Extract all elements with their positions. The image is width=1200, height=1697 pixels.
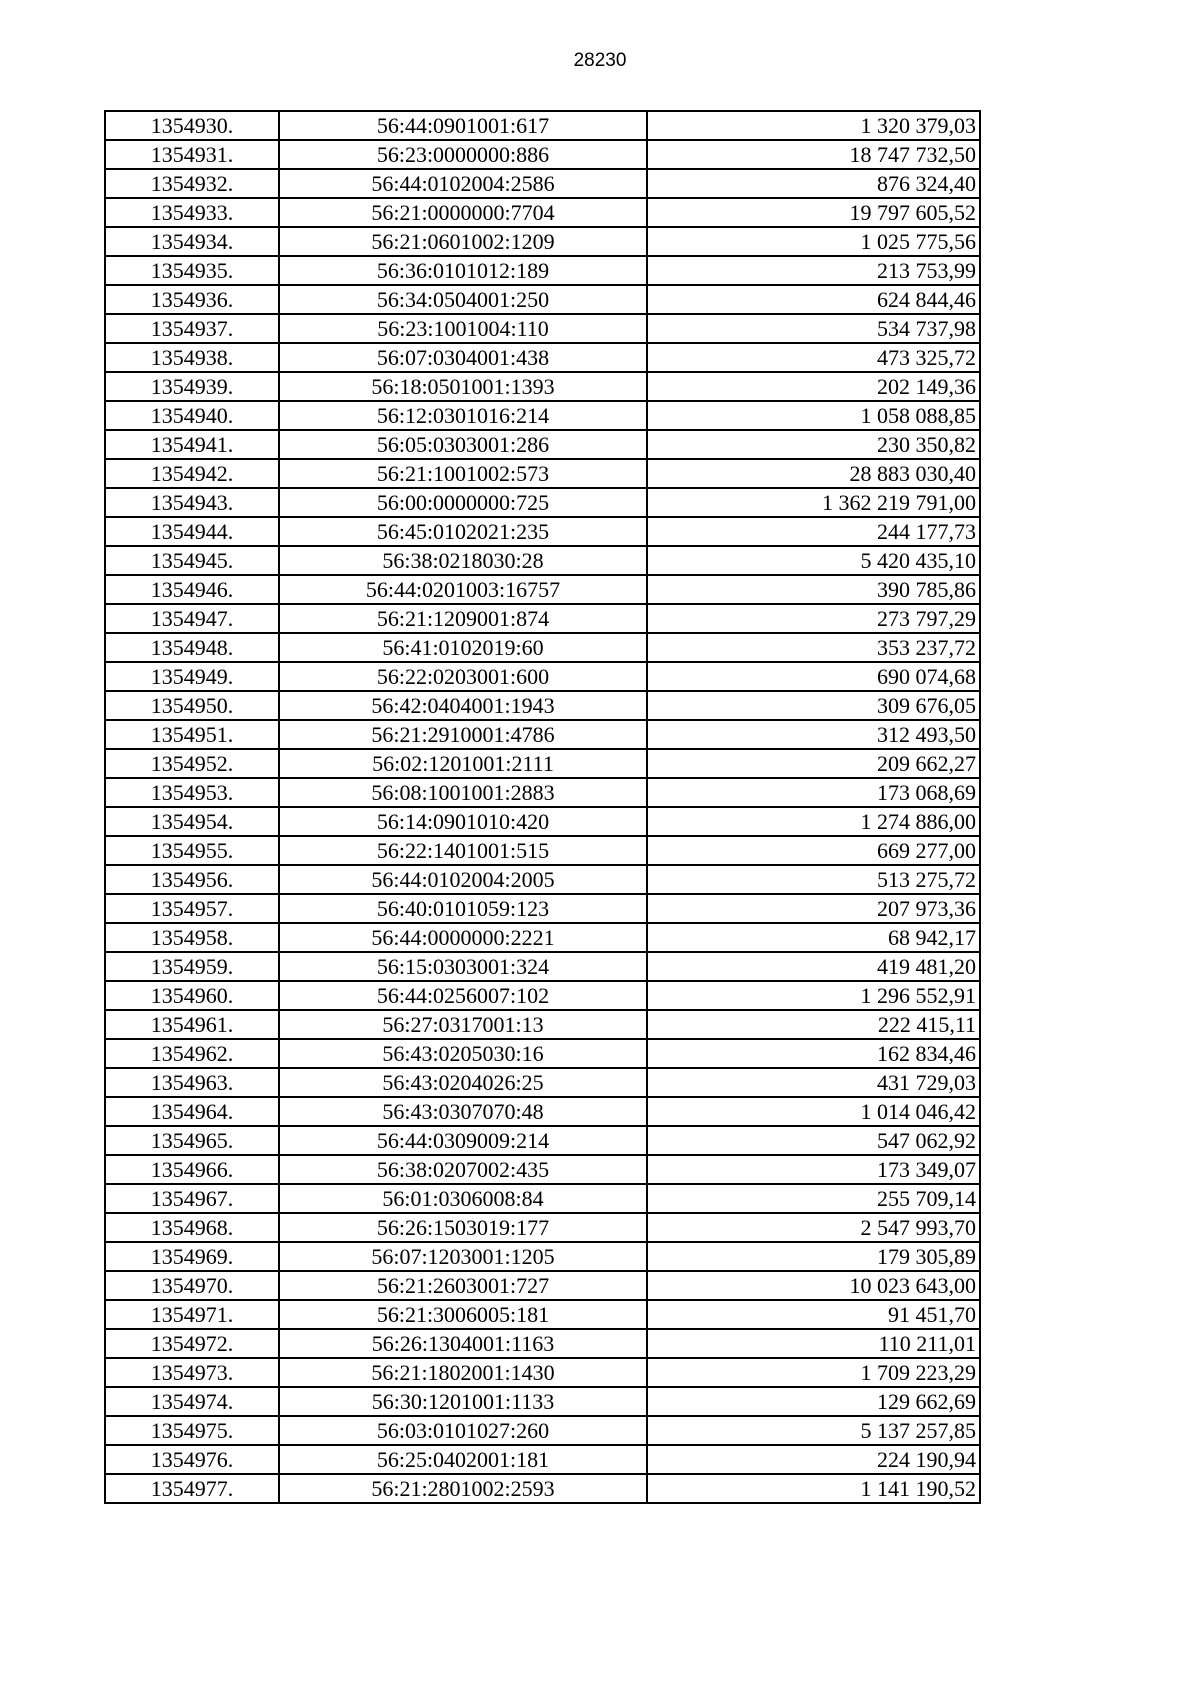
cadastral-number-cell: 56:21:2801002:2593 xyxy=(279,1474,647,1503)
row-number-cell: 1354952. xyxy=(105,749,279,778)
table-row xyxy=(105,488,980,517)
cadastral-value-table xyxy=(104,110,981,1504)
table-row xyxy=(105,169,980,198)
table-row xyxy=(105,952,980,981)
cadastral-value-cell: 10 023 643,00 xyxy=(647,1271,980,1300)
cadastral-number-cell: 56:44:0256007:102 xyxy=(279,981,647,1010)
row-number-cell: 1354965. xyxy=(105,1126,279,1155)
cadastral-number-cell: 56:27:0317001:13 xyxy=(279,1010,647,1039)
row-number-cell: 1354938. xyxy=(105,343,279,372)
cadastral-number-cell: 56:44:0102004:2586 xyxy=(279,169,647,198)
cadastral-number-cell: 56:44:0102004:2005 xyxy=(279,865,647,894)
row-number-cell: 1354975. xyxy=(105,1416,279,1445)
row-number-cell: 1354948. xyxy=(105,633,279,662)
table-row xyxy=(105,1010,980,1039)
table-row xyxy=(105,836,980,865)
table-row xyxy=(105,1474,980,1503)
table-row xyxy=(105,372,980,401)
cadastral-number-cell: 56:38:0207002:435 xyxy=(279,1155,647,1184)
table-row xyxy=(105,1213,980,1242)
cadastral-number-cell: 56:03:0101027:260 xyxy=(279,1416,647,1445)
table-row xyxy=(105,749,980,778)
cadastral-value-cell: 1 296 552,91 xyxy=(647,981,980,1010)
row-number-cell: 1354961. xyxy=(105,1010,279,1039)
cadastral-value-cell: 244 177,73 xyxy=(647,517,980,546)
cadastral-number-cell: 56:44:0901001:617 xyxy=(279,111,647,140)
cadastral-number-cell: 56:14:0901010:420 xyxy=(279,807,647,836)
table-row xyxy=(105,430,980,459)
cadastral-number-cell: 56:44:0309009:214 xyxy=(279,1126,647,1155)
cadastral-value-cell: 353 237,72 xyxy=(647,633,980,662)
row-number-cell: 1354931. xyxy=(105,140,279,169)
row-number-cell: 1354945. xyxy=(105,546,279,575)
cadastral-value-cell: 1 362 219 791,00 xyxy=(647,488,980,517)
cadastral-value-cell: 230 350,82 xyxy=(647,430,980,459)
table-row xyxy=(105,1329,980,1358)
cadastral-value-cell: 28 883 030,40 xyxy=(647,459,980,488)
cadastral-number-cell: 56:21:2910001:4786 xyxy=(279,720,647,749)
cadastral-value-cell: 5 420 435,10 xyxy=(647,546,980,575)
row-number-cell: 1354936. xyxy=(105,285,279,314)
cadastral-number-cell: 56:41:0102019:60 xyxy=(279,633,647,662)
cadastral-value-cell: 68 942,17 xyxy=(647,923,980,952)
row-number-cell: 1354968. xyxy=(105,1213,279,1242)
row-number-cell: 1354951. xyxy=(105,720,279,749)
cadastral-number-cell: 56:25:0402001:181 xyxy=(279,1445,647,1474)
cadastral-number-cell: 56:21:1001002:573 xyxy=(279,459,647,488)
row-number-cell: 1354969. xyxy=(105,1242,279,1271)
row-number-cell: 1354972. xyxy=(105,1329,279,1358)
table-row xyxy=(105,981,980,1010)
cadastral-value-cell: 431 729,03 xyxy=(647,1068,980,1097)
row-number-cell: 1354934. xyxy=(105,227,279,256)
cadastral-number-cell: 56:36:0101012:189 xyxy=(279,256,647,285)
table-row xyxy=(105,546,980,575)
cadastral-number-cell: 56:21:0601002:1209 xyxy=(279,227,647,256)
cadastral-value-cell: 273 797,29 xyxy=(647,604,980,633)
cadastral-number-cell: 56:43:0205030:16 xyxy=(279,1039,647,1068)
table-row xyxy=(105,1068,980,1097)
cadastral-value-cell: 162 834,46 xyxy=(647,1039,980,1068)
cadastral-number-cell: 56:08:1001001:2883 xyxy=(279,778,647,807)
cadastral-value-cell: 209 662,27 xyxy=(647,749,980,778)
row-number-cell: 1354970. xyxy=(105,1271,279,1300)
cadastral-number-cell: 56:43:0204026:25 xyxy=(279,1068,647,1097)
row-number-cell: 1354966. xyxy=(105,1155,279,1184)
cadastral-number-cell: 56:07:0304001:438 xyxy=(279,343,647,372)
cadastral-value-cell: 547 062,92 xyxy=(647,1126,980,1155)
cadastral-value-cell: 1 320 379,03 xyxy=(647,111,980,140)
table-row xyxy=(105,1445,980,1474)
row-number-cell: 1354933. xyxy=(105,198,279,227)
row-number-cell: 1354957. xyxy=(105,894,279,923)
cadastral-value-cell: 1 014 046,42 xyxy=(647,1097,980,1126)
page-number: 28230 xyxy=(573,50,627,71)
row-number-cell: 1354971. xyxy=(105,1300,279,1329)
row-number-cell: 1354942. xyxy=(105,459,279,488)
table-row xyxy=(105,894,980,923)
cadastral-number-cell: 56:30:1201001:1133 xyxy=(279,1387,647,1416)
cadastral-value-cell: 173 349,07 xyxy=(647,1155,980,1184)
cadastral-number-cell: 56:01:0306008:84 xyxy=(279,1184,647,1213)
cadastral-number-cell: 56:26:1304001:1163 xyxy=(279,1329,647,1358)
cadastral-value-cell: 18 747 732,50 xyxy=(647,140,980,169)
cadastral-value-cell: 255 709,14 xyxy=(647,1184,980,1213)
cadastral-value-cell: 1 025 775,56 xyxy=(647,227,980,256)
cadastral-value-cell: 669 277,00 xyxy=(647,836,980,865)
cadastral-value-cell: 19 797 605,52 xyxy=(647,198,980,227)
table-row xyxy=(105,1126,980,1155)
row-number-cell: 1354955. xyxy=(105,836,279,865)
cadastral-number-cell: 56:23:1001004:110 xyxy=(279,314,647,343)
row-number-cell: 1354943. xyxy=(105,488,279,517)
cadastral-value-cell: 207 973,36 xyxy=(647,894,980,923)
cadastral-value-cell: 1 058 088,85 xyxy=(647,401,980,430)
cadastral-number-cell: 56:26:1503019:177 xyxy=(279,1213,647,1242)
row-number-cell: 1354962. xyxy=(105,1039,279,1068)
table-row xyxy=(105,865,980,894)
table-row xyxy=(105,1155,980,1184)
cadastral-number-cell: 56:15:0303001:324 xyxy=(279,952,647,981)
table-row xyxy=(105,778,980,807)
table-row xyxy=(105,1039,980,1068)
row-number-cell: 1354973. xyxy=(105,1358,279,1387)
table-row xyxy=(105,662,980,691)
row-number-cell: 1354947. xyxy=(105,604,279,633)
row-number-cell: 1354954. xyxy=(105,807,279,836)
row-number-cell: 1354949. xyxy=(105,662,279,691)
cadastral-value-cell: 2 547 993,70 xyxy=(647,1213,980,1242)
cadastral-number-cell: 56:34:0504001:250 xyxy=(279,285,647,314)
cadastral-value-cell: 534 737,98 xyxy=(647,314,980,343)
cadastral-number-cell: 56:00:0000000:725 xyxy=(279,488,647,517)
row-number-cell: 1354937. xyxy=(105,314,279,343)
table-row xyxy=(105,1242,980,1271)
table-row xyxy=(105,1271,980,1300)
cadastral-value-cell: 213 753,99 xyxy=(647,256,980,285)
row-number-cell: 1354941. xyxy=(105,430,279,459)
row-number-cell: 1354935. xyxy=(105,256,279,285)
row-number-cell: 1354950. xyxy=(105,691,279,720)
row-number-cell: 1354974. xyxy=(105,1387,279,1416)
row-number-cell: 1354946. xyxy=(105,575,279,604)
table-row xyxy=(105,633,980,662)
cadastral-number-cell: 56:12:0301016:214 xyxy=(279,401,647,430)
row-number-cell: 1354939. xyxy=(105,372,279,401)
table-row xyxy=(105,1387,980,1416)
table-row xyxy=(105,517,980,546)
row-number-cell: 1354932. xyxy=(105,169,279,198)
cadastral-number-cell: 56:40:0101059:123 xyxy=(279,894,647,923)
cadastral-value-cell: 419 481,20 xyxy=(647,952,980,981)
table-row xyxy=(105,314,980,343)
table-row xyxy=(105,604,980,633)
cadastral-value-cell: 312 493,50 xyxy=(647,720,980,749)
cadastral-number-cell: 56:43:0307070:48 xyxy=(279,1097,647,1126)
row-number-cell: 1354930. xyxy=(105,111,279,140)
cadastral-number-cell: 56:02:1201001:2111 xyxy=(279,749,647,778)
row-number-cell: 1354953. xyxy=(105,778,279,807)
cadastral-number-cell: 56:05:0303001:286 xyxy=(279,430,647,459)
table-row xyxy=(105,1184,980,1213)
cadastral-number-cell: 56:21:2603001:727 xyxy=(279,1271,647,1300)
table-row xyxy=(105,923,980,952)
cadastral-value-cell: 224 190,94 xyxy=(647,1445,980,1474)
cadastral-number-cell: 56:21:3006005:181 xyxy=(279,1300,647,1329)
cadastral-value-cell: 1 709 223,29 xyxy=(647,1358,980,1387)
cadastral-value-cell: 129 662,69 xyxy=(647,1387,980,1416)
table-row xyxy=(105,1097,980,1126)
table-row xyxy=(105,459,980,488)
table-row xyxy=(105,720,980,749)
row-number-cell: 1354976. xyxy=(105,1445,279,1474)
cadastral-number-cell: 56:22:1401001:515 xyxy=(279,836,647,865)
table-row xyxy=(105,1416,980,1445)
row-number-cell: 1354959. xyxy=(105,952,279,981)
cadastral-number-cell: 56:44:0000000:2221 xyxy=(279,923,647,952)
table-row xyxy=(105,285,980,314)
row-number-cell: 1354977. xyxy=(105,1474,279,1503)
row-number-cell: 1354963. xyxy=(105,1068,279,1097)
cadastral-number-cell: 56:38:0218030:28 xyxy=(279,546,647,575)
row-number-cell: 1354940. xyxy=(105,401,279,430)
row-number-cell: 1354944. xyxy=(105,517,279,546)
cadastral-number-cell: 56:21:1209001:874 xyxy=(279,604,647,633)
cadastral-value-cell: 179 305,89 xyxy=(647,1242,980,1271)
table-row xyxy=(105,807,980,836)
row-number-cell: 1354964. xyxy=(105,1097,279,1126)
cadastral-value-cell: 202 149,36 xyxy=(647,372,980,401)
cadastral-value-cell: 222 415,11 xyxy=(647,1010,980,1039)
cadastral-value-cell: 690 074,68 xyxy=(647,662,980,691)
cadastral-number-cell: 56:23:0000000:886 xyxy=(279,140,647,169)
table-row xyxy=(105,575,980,604)
table-row xyxy=(105,343,980,372)
table-row xyxy=(105,691,980,720)
cadastral-number-cell: 56:21:1802001:1430 xyxy=(279,1358,647,1387)
cadastral-number-cell: 56:18:0501001:1393 xyxy=(279,372,647,401)
cadastral-number-cell: 56:45:0102021:235 xyxy=(279,517,647,546)
cadastral-value-cell: 473 325,72 xyxy=(647,343,980,372)
cadastral-value-cell: 1 141 190,52 xyxy=(647,1474,980,1503)
cadastral-number-cell: 56:22:0203001:600 xyxy=(279,662,647,691)
cadastral-value-cell: 309 676,05 xyxy=(647,691,980,720)
cadastral-value-cell: 513 275,72 xyxy=(647,865,980,894)
table-row xyxy=(105,111,980,140)
table-row xyxy=(105,140,980,169)
cadastral-value-cell: 173 068,69 xyxy=(647,778,980,807)
table-row xyxy=(105,227,980,256)
row-number-cell: 1354958. xyxy=(105,923,279,952)
cadastral-value-cell: 91 451,70 xyxy=(647,1300,980,1329)
cadastral-value-cell: 390 785,86 xyxy=(647,575,980,604)
cadastral-number-cell: 56:44:0201003:16757 xyxy=(279,575,647,604)
cadastral-value-cell: 110 211,01 xyxy=(647,1329,980,1358)
table-row xyxy=(105,256,980,285)
table-row xyxy=(105,1358,980,1387)
table-body xyxy=(105,111,980,1503)
cadastral-number-cell: 56:21:0000000:7704 xyxy=(279,198,647,227)
table-row xyxy=(105,1300,980,1329)
cadastral-value-cell: 624 844,46 xyxy=(647,285,980,314)
cadastral-value-cell: 1 274 886,00 xyxy=(647,807,980,836)
row-number-cell: 1354956. xyxy=(105,865,279,894)
cadastral-value-cell: 5 137 257,85 xyxy=(647,1416,980,1445)
cadastral-number-cell: 56:42:0404001:1943 xyxy=(279,691,647,720)
table-row xyxy=(105,401,980,430)
table-row xyxy=(105,198,980,227)
row-number-cell: 1354960. xyxy=(105,981,279,1010)
cadastral-value-cell: 876 324,40 xyxy=(647,169,980,198)
cadastral-number-cell: 56:07:1203001:1205 xyxy=(279,1242,647,1271)
row-number-cell: 1354967. xyxy=(105,1184,279,1213)
